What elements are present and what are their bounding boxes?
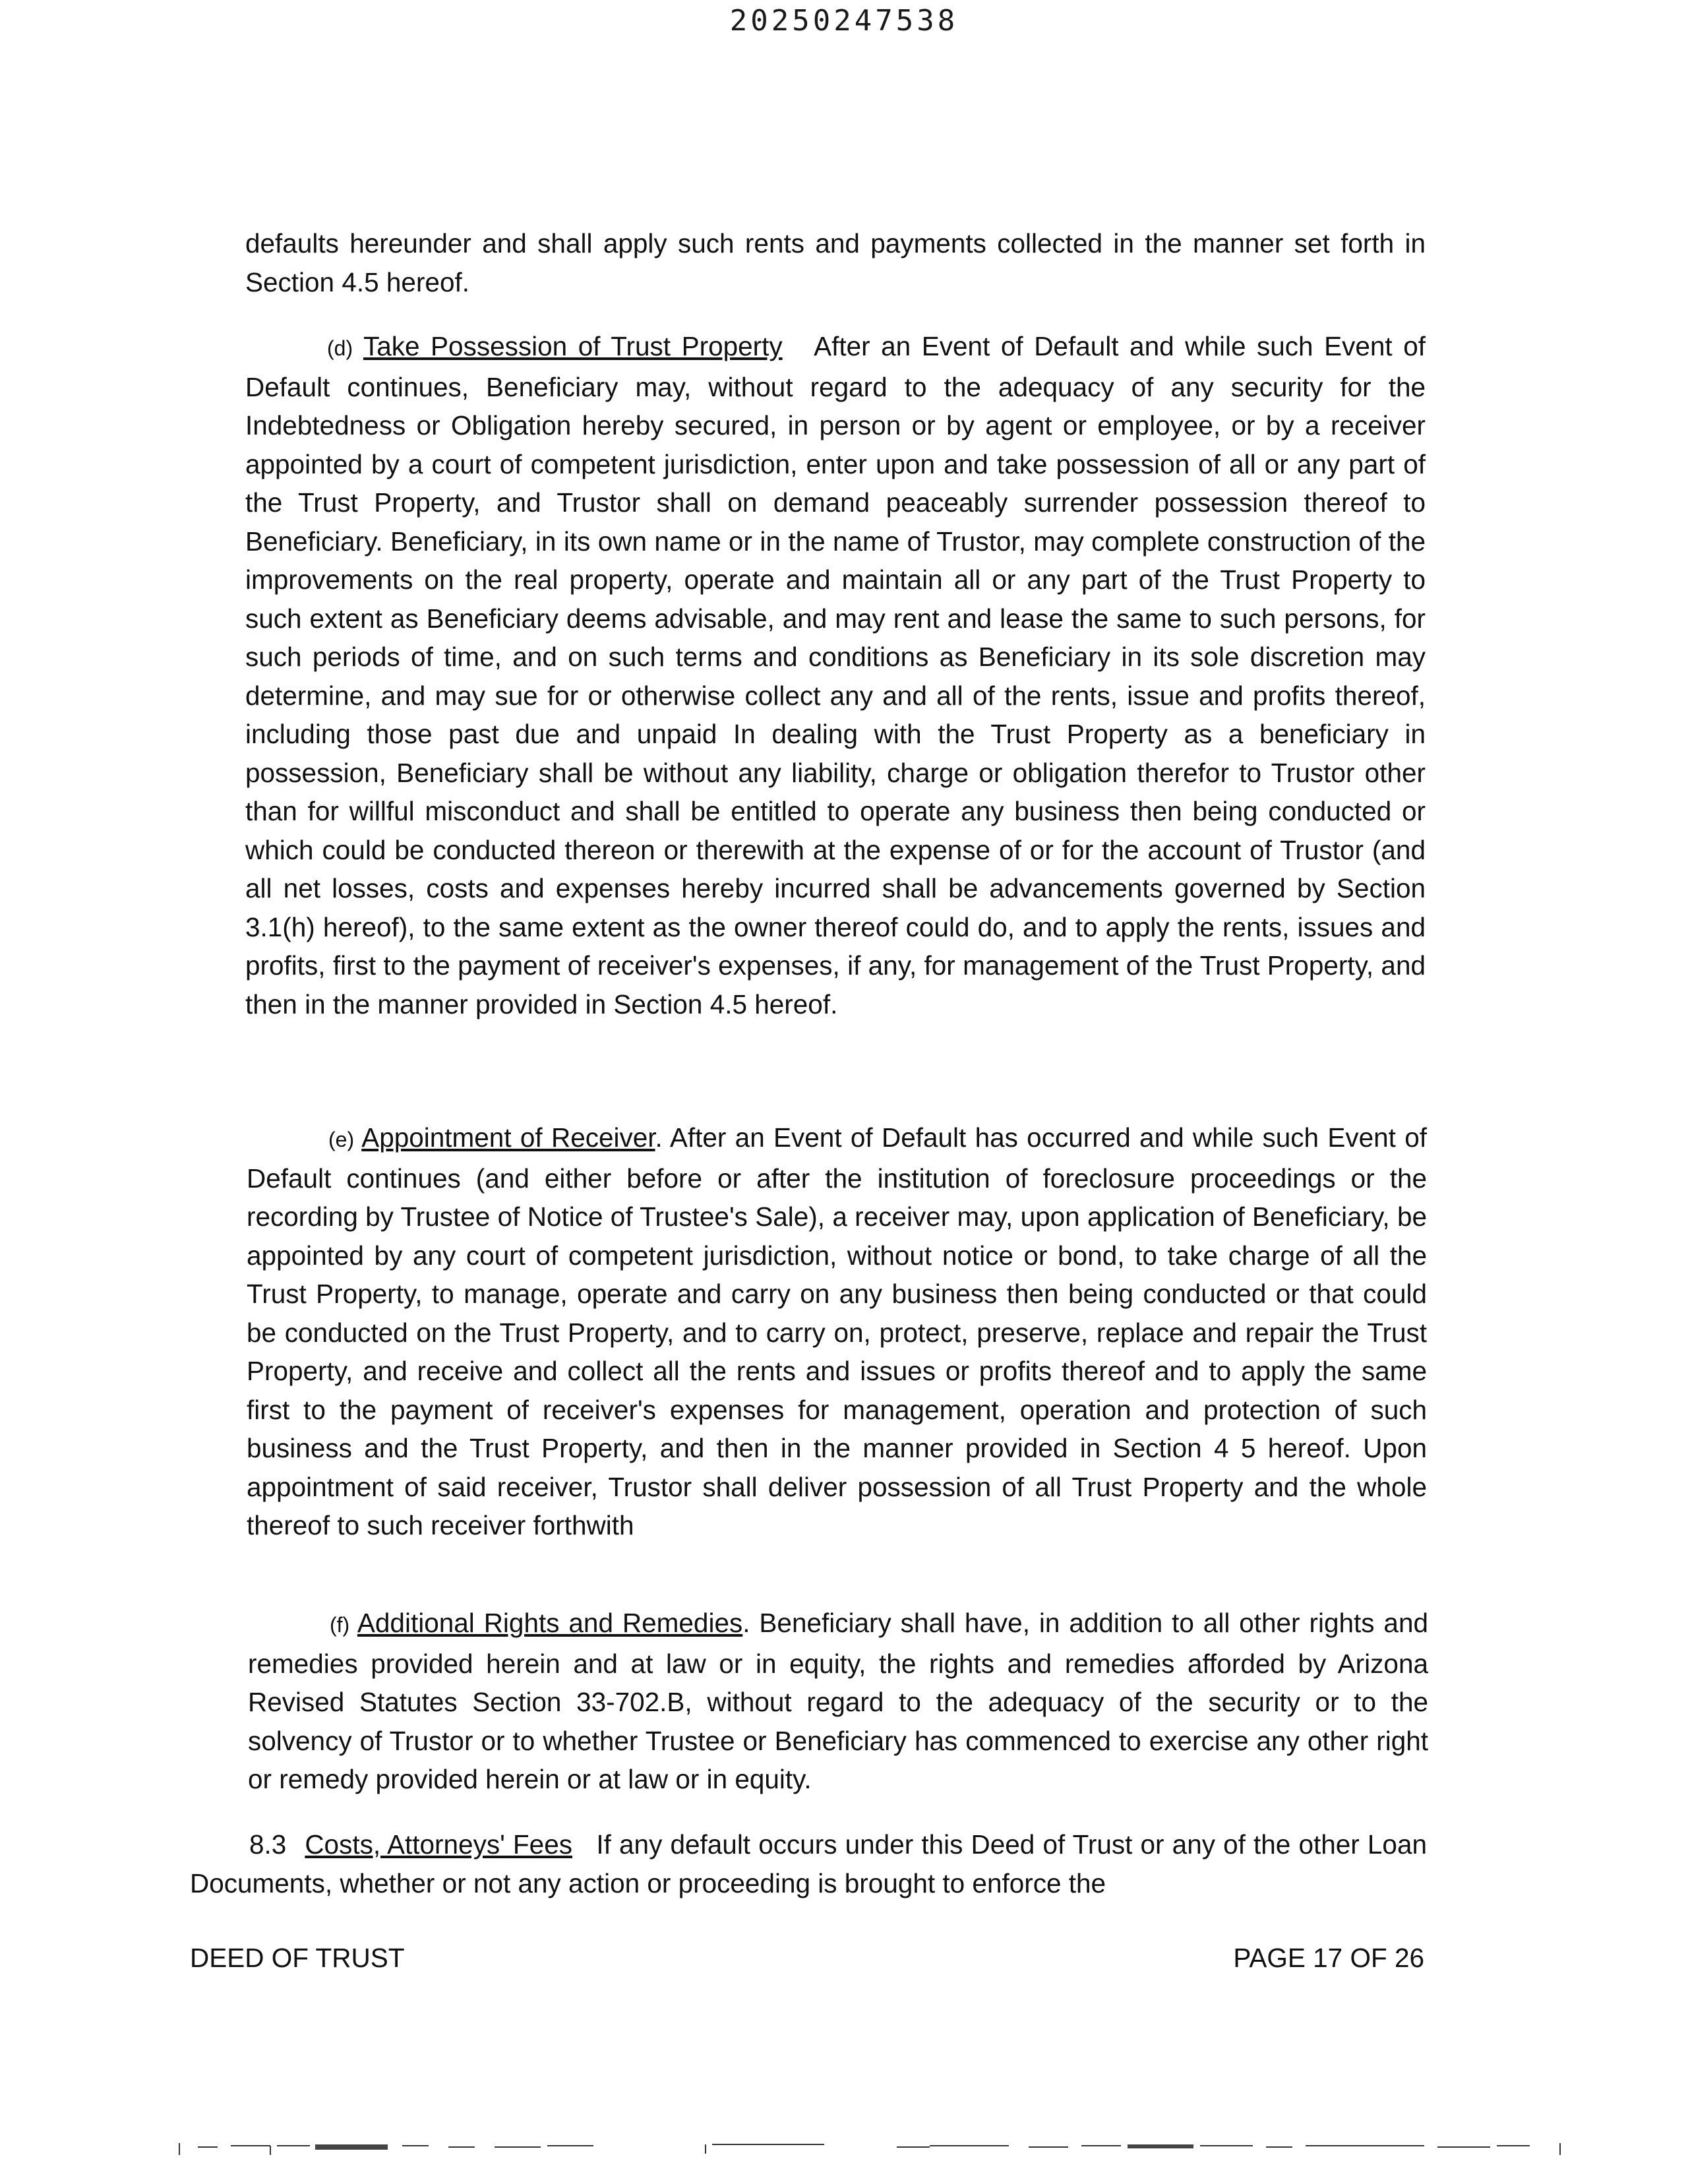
subsection-d-paragraph xyxy=(245,327,1426,1023)
subsection-f-text: . Beneficiary shall have, in addition to all other rights and remedies provided herein and at law or in equity, the rights and remedies afforded by Arizona Revised Statutes Section 33-702.B, without regard to the adequacy of the security or to the solvency of Trustor or to whether Trustee or Beneficiary has commenced to exercise any other right or remedy provided herein or at law or in equity. xyxy=(248,1608,1428,1794)
section-8-3-paragraph xyxy=(190,1825,1427,1902)
subsection-d-text: After an Event of Default and while such Event of Default continues, Beneficiary may, without regard to the adequacy of any security for the Indebtedness or Obligation hereby secured, in person or by agent or employee, or by a receiver appointed by a court of competent jurisdiction, enter upon and take possession of all or any part of the Trust Property, and Trustor shall on demand peaceably surrender possession thereof to Beneficiary. Beneficiary, in its own name or in the name of Trustor, may complete construction of the improvements on the real property, operate and maintain all or any part of the Trust Property to such extent as Beneficiary deems advisable, and may rent and lease the same to such persons, for such periods of time, and on such terms and conditions as Beneficiary in its sole discretion may determine, and may sue for or otherwise collect any and all of the rents, issue and profits thereof, including those past due and unpaid In dealing with the Trust Property as a beneficiary in possession, Beneficiary shall be without any liability, charge or obligation therefor to Trustor other than for willful misconduct and shall be entitled to operate any business then being conducted or which could be conducted thereon or therewith at the expense of or for the account of Trustor (and all net losses, costs and expenses hereby incurred shall be advancements governed by Section 3.1(h) hereof), to the same extent as the owner thereof could do, and to apply the rents, issues and profits, first to the payment of receiver's expenses, if any, for management of the Trust Property, and then in the manner provided in Section 4.5 hereof. xyxy=(245,331,1426,1019)
subsection-e-paragraph xyxy=(247,1118,1427,1545)
section-8-3-number: 8.3 xyxy=(249,1829,287,1860)
section-8-3-heading: Costs, Attorneys' Fees xyxy=(305,1829,572,1860)
subsection-f-paragraph xyxy=(248,1604,1428,1799)
intro-paragraph: defaults hereunder and shall apply such rents and payments collected in the manner set forth in Section 4.5 hereof. xyxy=(245,228,1426,297)
recording-number: 20250247538 xyxy=(729,4,959,38)
scan-noise-marks xyxy=(0,2137,1688,2169)
section-8-3-text: If any default occurs under this Deed of Trust or any of the other Loan Documents, whether or not any action or proceeding is brought to enforce the xyxy=(190,1829,1427,1898)
footer-page-number: PAGE 17 OF 26 xyxy=(1233,1943,1424,1973)
subsection-f-heading: Additional Rights and Remedies xyxy=(357,1608,743,1638)
subsection-d-heading: Take Possession of Trust Property xyxy=(363,331,783,361)
subsection-f-label: (f) xyxy=(330,1613,350,1637)
subsection-e-label: (e) xyxy=(328,1128,355,1151)
subsection-e-text: . After an Event of Default has occurred and while such Event of Default continues (and either before or after the institution of foreclosure proceedings or the recording by Trustee of Notice of Trustee's Sale), a receiver may, upon application of Beneficiary, be appointed by any court of competent jurisdiction, without notice or bond, to take charge of all the Trust Property, to manage, operate and carry on any business then being conducted or that could be conducted on the Trust Property, and to carry on, protect, preserve, replace and repair the Trust Property, and receive and collect all the rents and issues or profits thereof and to apply the same first to the payment of receiver's expenses for management, operation and protection of such business and the Trust Property, and then in the manner provided in Section 4 5 hereof. Upon appointment of said receiver, Trustor shall deliver possession of all Trust Property and the whole thereof to such receiver forthwith xyxy=(247,1122,1427,1540)
footer-document-title: DEED OF TRUST xyxy=(190,1943,405,1973)
subsection-d-label: (d) xyxy=(327,336,353,360)
subsection-e-heading: Appointment of Receiver xyxy=(361,1122,655,1153)
